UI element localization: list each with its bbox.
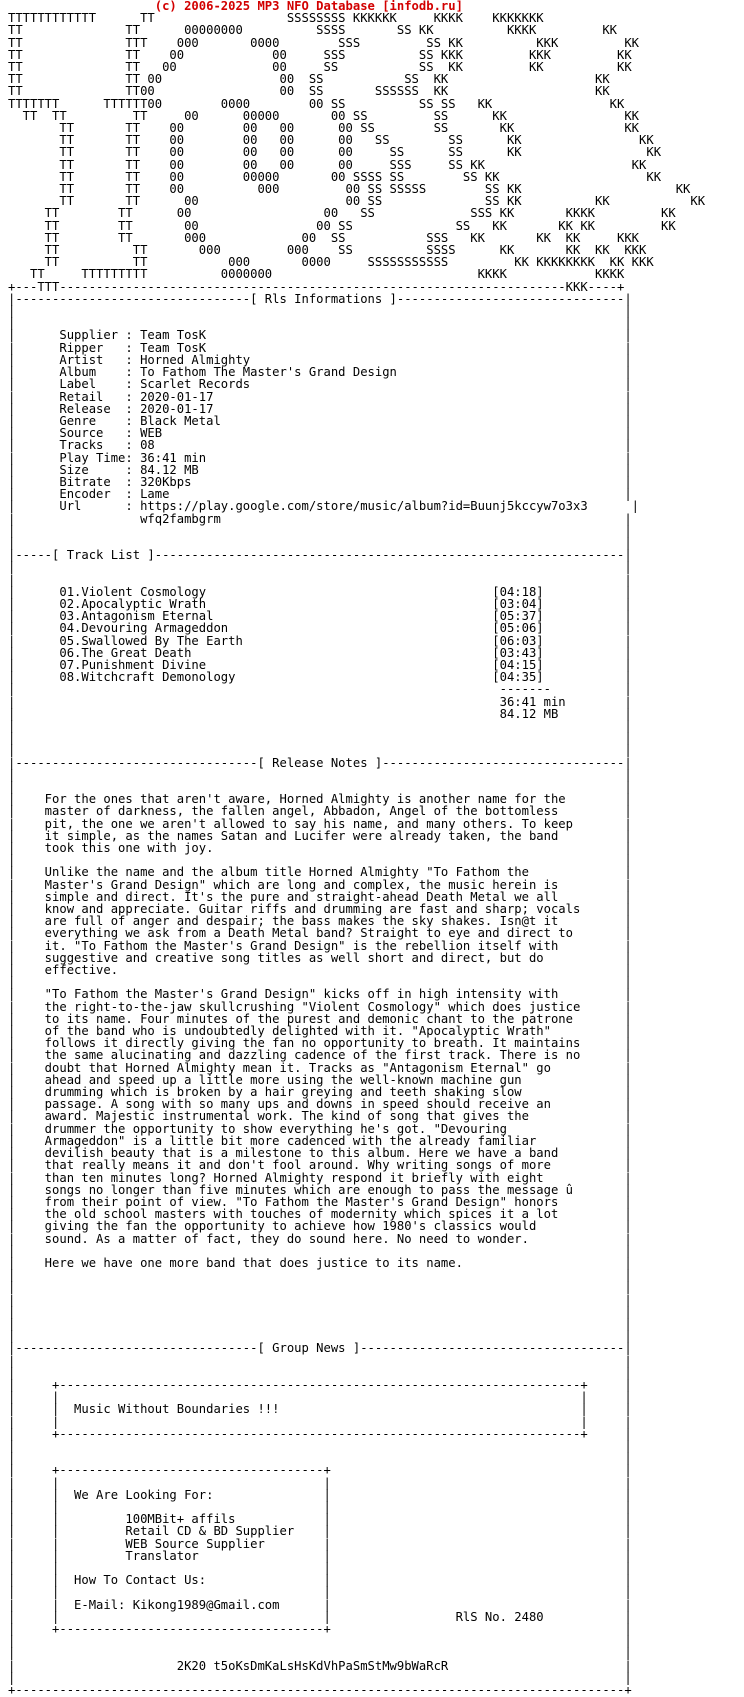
nfo-text <box>8 0 705 1696</box>
nfo-body: TTTTTTTTTTTT TT SSSSSSSS KKKKKK KKKK KKKKKKK TT TT 00000000 SSSS SS KK KKKK KK TT TTT 000 0000 SSS SS KK KKK KK TT TT 00 00 SSS SS KKK KKK KK TT TT 00 00 SS SS KK KK KK TT TT 00 00 SS SS KK KK TT TT00 00 SS SSSSSS KK KK TTTTTTT TTTTTT00 0000 00 SS SS SS KK KK TT TT TT 00 00000 00 SS SS KK KK TT TT 00 00 00 00 SS SS KK KK TT TT 00 00 00 00 SS SS KK KK TT TT 00 00 00 00 SS SS KK KK TT TT 00 00 00 00 SSS SS KK KK TT TT 00 00000 00 SSSS SS SS KK KK TT TT 00 000 00 SS SSSSS SS KK KK TT TT 00 00 SS SS KK KK KK TT TT 00 00 SS SSS KK KKKK KK TT TT 00 00 SS SS KK KK KK KK TT TT 000 00 SS SSS KK KK KK KKK TT TT 000 000 SS SSSS KK KK KK KKK TT TT 000 0000 SSSSSSSSSSS KK KKKKKKKK KK KKK TT TTTTTTTTT 0000000 KKKK KKKK +---TTT---------------------------------------------------------------------KKK----+ |--------------------------------[ Rls Informations ]-------------------------------| | | | | | Supplier : Team TosK | | Ripper : Team TosK | | Artist : Horned Almighty | | Album : To Fathom The Master's Grand Design | | Label : Scarlet Records | | Retail : 2020-01-17 | | Release : 2020-01-17 | | Genre : Black Metal | | Source : WEB | | Tracks : 08 | | Play Time: 36:41 min | | Size : 84.12 MB | | Bitrate : 320Kbps | | Encoder : Lame | | Url : https://play.google.com/store/music/album?id=Buunj5kccyw7o3x3 | | wfq2fambgrm | | | | | |-----[ Track List ]----------------------------------------------------------------| | | | | | 01.Violent Cosmology [04:18] | | 02.Apocalyptic Wrath [03:04] | | 03.Antagonism Eternal [05:37] | | 04.Devouring Armageddon [05:06] | | 05.Swallowed By The Earth [06:03] | | 06.The Great Death [03:43] | | 07.Punishment Divine [04:15] | | 08.Witchcraft Demonology [04:35] | | ------- | | 36:41 min | | 84.12 MB | | | | | | | |---------------------------------[ Release Notes ]---------------------------------| | | | | | For the ones that aren't aware, Horned Almighty is another name for the | | master of darkness, the fallen angel, Abbadon, Angel of the bottomless | | pit, the one we aren't allowed to say his name, and many others. To keep | | it simple, as the names Satan and Lucifer were already taken, the band | | took this one with joy. | | | | Unlike the name and the album title Horned Almighty "To Fathom the | | Master's Grand Design" which are long and complex, the music herein is | | simple and direct. It's the pure and straight-ahead Death Metal we all | | know and appreciate. Guitar riffs and drumming are fast and sharp; vocals | | are full of anger and despair; the bass makes the sky shakes. Isn@t it | | everything we ask from a Death Metal band? Straight to eye and direct to | | it. "To Fathom the Master's Grand Design" is the rebellion itself with | | suggestive and creative song titles as well short and direct, but do | | effective. | | | | "To Fathom the Master's Grand Design" kicks off in high intensity with | | the right-to-the-jaw skullcrushing "Violent Cosmology" which does justice | | to its name. Four minutes of the purest and demonic chant to the patrone | | of the band who is undoubtedly delighted with it. "Apocalyptic Wrath" | | follows it directly giving the fan no opportunity to breath. It maintains | | the same alucinating and dazzling cadence of the first track. There is no | | doubt that Horned Almighty mean it. Tracks as "Antagonism Eternal" go | | ahead and speed up a little more using the well-known machine gun | | drumming which is broken by a hair greying and teeth shaking slow | | passage. A song with so many ups and downs in speed should receive an | | award. Majestic instrumental work. The kind of song that gives the | | drummer the opportunity to show everything he's got. "Devouring | | Armageddon" is a little bit more cadenced with the already familiar | | devilish beauty that is a milestone to this album. Here we have a band | | that really means it and don't fool around. Why writing songs of more | | than ten minutes long? Horned Almighty respond it briefly with eight | | songs no longer than five minutes which are enough to pass the message û | | from their point of view. "To Fathom the Master's Grand Design" honors | | the old school masters with touches of modernity which spices it a lot | | giving the fan the opportunity to achieve how 1980's classics would | | sound. As a matter of fact, they do sound here. No need to wonder. | | | | Here we have one more band that does justice to its name. | | | | | | | | | | | | | |---------------------------------[ Group News ]------------------------------------| | | | | | +-----------------------------------------------------------------------+ | | | | | | | Music Without Boundaries !!! | | | | | | | +-----------------------------------------------------------------------+ | | | | | | +------------------------------------+ | | | | | | | We Are Looking For: | | | | | | | | 100MBit+ affils | | | | Retail CD & BD Supplier | | | | WEB Source Supplier | | | | Translator | | | | | | | | How To Contact Us: | | | | | | | | E-Mail: Kikong1989@Gmail.com | | | | | RlS No. 2480 | | +------------------------------------+ | | | | | | 2K20 t5oKsDmKaLsHsKdVhPaSmStMw9bWaRcR | | | +-----------------------------------------------------------------------------------+ <box>8 11 706 1697</box>
site-header: (c) 2006-2025 MP3 NFO Database [infodb.ru] <box>8 0 463 13</box>
